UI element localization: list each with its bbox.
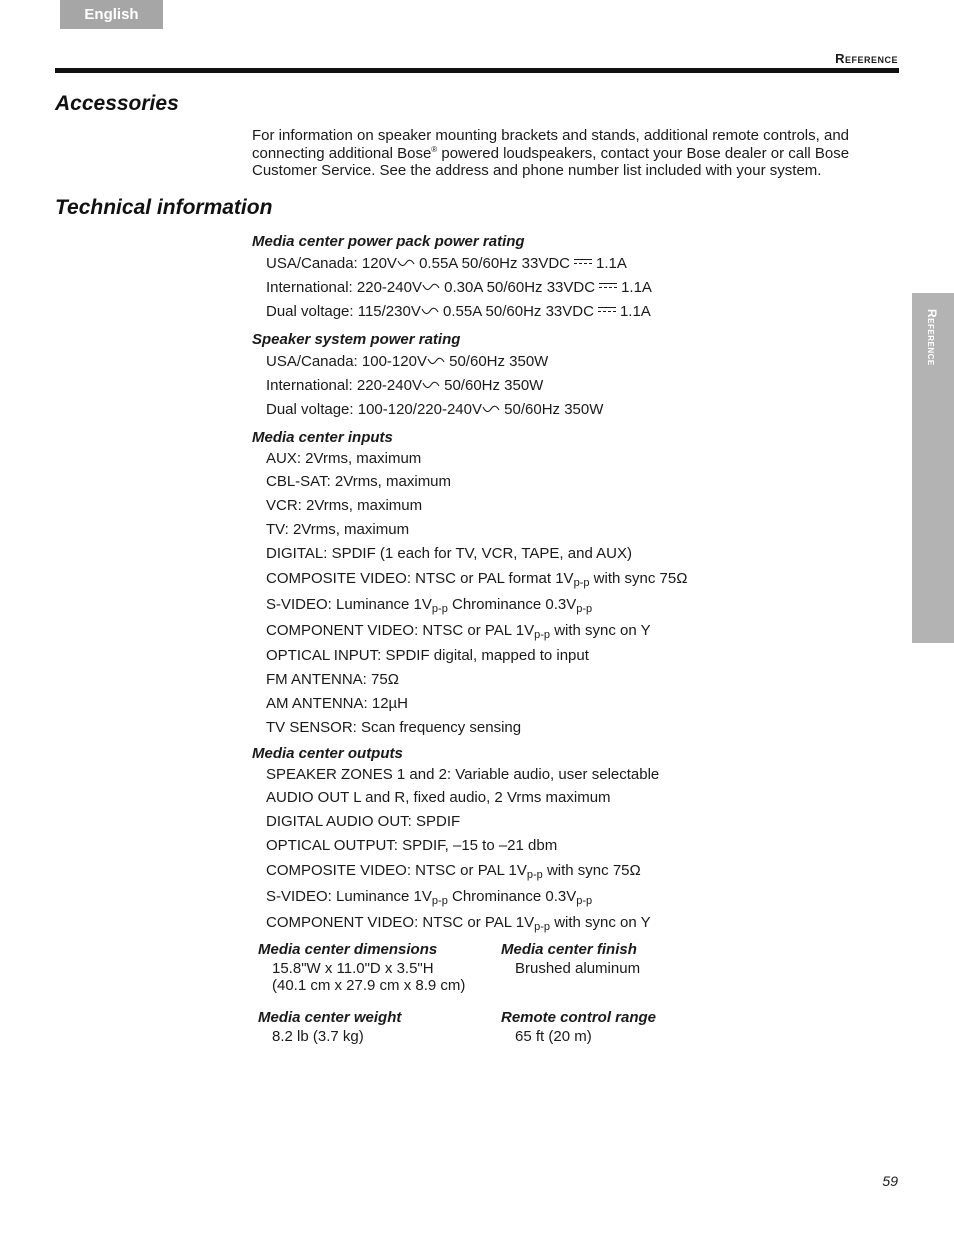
section-label: Reference: [835, 51, 898, 66]
ac-symbol-icon: [427, 356, 445, 366]
finish-heading: Media center finish: [501, 941, 637, 958]
outputs-heading: Media center outputs: [252, 745, 403, 762]
accessories-title: Accessories: [55, 92, 179, 115]
inputs-heading: Media center inputs: [252, 429, 393, 446]
side-tab-label: Reference: [925, 309, 939, 366]
speaker-power-dual: Dual voltage: 100-120/220-240V 50/60Hz 350W: [266, 401, 604, 418]
finish-value: Brushed aluminum: [515, 960, 641, 977]
power-pack-usa: USA/Canada: 120V 0.55A 50/60Hz 33VDC 1.1A: [266, 255, 627, 272]
speaker-power-usa: USA/Canada: 100-120V 50/60Hz 350W: [266, 353, 549, 370]
output-audio-out: AUDIO OUT L and R, fixed audio, 2 Vrms maximum: [266, 789, 611, 806]
output-composite-video: COMPOSITE VIDEO: NTSC or PAL $1V_{p-p}$ with sync 75Ω: [266, 862, 641, 881]
dimensions-metric: (40.1 cm x 27.9 cm x 8.9 cm): [272, 977, 466, 994]
ac-symbol-icon: [397, 258, 415, 268]
dimensions-heading: Media center dimensions: [258, 941, 438, 958]
input-optical: OPTICAL INPUT: SPDIF digital, mapped to input: [266, 647, 589, 664]
power-pack-international: International: 220-240V 0.30A 50/60Hz 33VDC 1.1A: [266, 279, 652, 296]
input-aux: AUX: 2Vrms, maximum: [266, 450, 422, 467]
power-pack-heading: Media center power pack power rating: [252, 233, 525, 250]
dimensions-imperial: 15.8"W x 11.0"D x 3.5"H: [272, 960, 434, 977]
accessories-text: For information on speaker mounting brackets and stands, additional remote controls, and connecting additional Bose® powered loudspeakers, contact your Bose dealer or call Bose Customer Service. See the address and phone number list included with your system.: [252, 127, 850, 179]
ac-symbol-icon: [482, 404, 500, 414]
spec-list: [252, 231, 872, 936]
header-rule: [55, 68, 899, 73]
input-vcr: VCR: 2Vrms, maximum: [266, 497, 423, 514]
speaker-power-international: International: 220-240V 50/60Hz 350W: [266, 377, 544, 394]
dc-symbol-icon: [599, 283, 617, 291]
input-component-video: COMPONENT VIDEO: NTSC or PAL $1V_{p-p}$ with sync on Y: [266, 622, 651, 641]
power-pack-dual: Dual voltage: 115/230V 0.55A 50/60Hz 33VDC 1.1A: [266, 303, 651, 320]
input-am-antenna: AM ANTENNA: 12µH: [266, 695, 409, 712]
input-fm-antenna: FM ANTENNA: 75Ω: [266, 671, 399, 688]
language-tab[interactable]: [60, 0, 163, 29]
finish-cell: [501, 939, 640, 977]
ac-symbol-icon: [422, 380, 440, 390]
remote-range-cell: [501, 1007, 656, 1045]
input-tv-sensor: TV SENSOR: Scan frequency sensing: [266, 719, 522, 736]
weight-cell: [258, 1007, 401, 1045]
output-digital-audio: DIGITAL AUDIO OUT: SPDIF: [266, 813, 461, 830]
language-tab-label: English: [84, 6, 139, 23]
dc-symbol-icon: [574, 259, 592, 267]
input-digital: DIGITAL: SPDIF (1 each for TV, VCR, TAPE, and AUX): [266, 545, 632, 562]
registered-mark: ®: [431, 144, 438, 154]
speaker-power-heading: Speaker system power rating: [252, 331, 461, 348]
input-composite-video: COMPOSITE VIDEO: NTSC or PAL format $1V_{p-p}$ with sync 75Ω: [266, 570, 688, 589]
dc-symbol-icon: [598, 307, 616, 315]
output-optical: OPTICAL OUTPUT: SPDIF, –15 to –21 dbm: [266, 837, 558, 854]
dimensions-cell: [258, 939, 465, 994]
input-tv: TV: 2Vrms, maximum: [266, 521, 410, 538]
technical-title: Technical information: [55, 196, 273, 219]
input-s-video: S-VIDEO: Luminance $1V_{p-p}$ Chrominance $0.3V_{p-p}$: [266, 596, 593, 615]
ac-symbol-icon: [422, 282, 440, 292]
remote-range-value: 65 ft (20 m): [515, 1028, 592, 1045]
input-cbl-sat: CBL-SAT: 2Vrms, maximum: [266, 473, 452, 490]
output-speaker-zones: SPEAKER ZONES 1 and 2: Variable audio, user selectable: [266, 766, 660, 783]
output-s-video: S-VIDEO: Luminance $1V_{p-p}$ Chrominance $0.3V_{p-p}$: [266, 888, 593, 907]
page-number: 59: [882, 1173, 898, 1189]
weight-value: 8.2 lb (3.7 kg): [272, 1028, 364, 1045]
remote-range-heading: Remote control range: [501, 1009, 657, 1026]
output-component-video: COMPONENT VIDEO: NTSC or PAL $1V_{p-p}$ with sync on Y: [266, 914, 651, 933]
side-tab: [912, 293, 954, 643]
ac-symbol-icon: [421, 306, 439, 316]
weight-heading: Media center weight: [258, 1009, 402, 1026]
